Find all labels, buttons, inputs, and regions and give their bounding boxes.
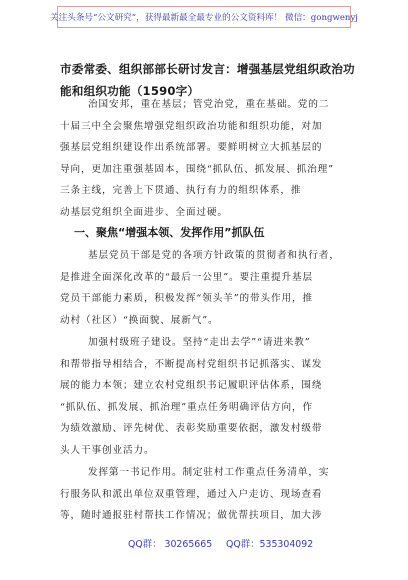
text-line: 等，随时通报驻村帮扶工作情况；做优帮扶项目，加大涉 [60,510,323,521]
text-line: 党员干部能力素质，积极发挥“领头羊”的带头作用，推 [60,293,313,304]
text-line: “抓队伍、抓发展、抓治理”重点任务明确评估方向，作 [60,401,313,413]
text-line: 三条主线，完善上下贯通、执行有力的组织体系，推 [60,185,302,196]
text-line: 强基层党组织建设作出系统部署。要鲜明树立大抓基层的 [60,142,323,153]
title-line-1: 市委常委、组织部部长研讨发言：增强基层党组织政治功 [60,62,355,76]
text-line: 基层党员干部是党的各项方针政策的贯彻者和执行者， [88,250,340,261]
qq-group-2: QQ群：535304092 [226,539,314,550]
paragraph-section1 [60,245,352,331]
title-line-2: 能和组织功能（1590字） [60,84,200,98]
text-line: 加强村级班子建设。坚持“走出去学”“请进来教” [88,337,311,348]
text-line: 十届三中全会聚焦增强党组织政治功能和组织功能，对加 [60,120,323,132]
text-line: 为绩效激励、评先树优、表彰奖励重要依据，激发村级带 [60,423,323,434]
paragraph-first-secretary [60,462,352,527]
text-line: 发挥第一书记作用。制定驻村工作重点任务清单，实 [88,467,330,478]
text-line: 导向，更加注重强基固本，围绕“抓队伍、抓发展、抓治理” [60,163,334,175]
paragraph-intro [60,94,352,223]
text-line: 动基层党组织全面进步、全面过硬。 [60,206,228,218]
text-line: 展的能力本领；建立农村党组织书记履职评估体系，围绕 [60,380,323,391]
qq-group-1: QQ群： 30265665 [128,539,213,550]
text-line: 和帮带指导相结合，不断提高村党组织书记抓落实、谋发 [60,358,323,370]
text-line: 头人干事创业活力。 [60,444,155,456]
text-line: 治国安邦，重在基层；管党治党，重在基础。党的二 [88,99,330,110]
section-heading: 一、聚焦“增强本领、发挥作用”抓队伍 [74,226,265,239]
text-line: 动村（社区）“换面貌、展新气”。 [60,314,219,326]
paragraph-village-team [60,332,352,461]
promo-banner [50,6,358,28]
text-line: 是推进全面深化改革的“最后一公里”。要注重提升基层 [60,271,313,283]
promo-banner-text: 关注头条号“公文研究”，获得最新最全最专业的公文资料库！ 微信：gongwenyj [50,13,358,23]
text-line: 行服务队和派出单位双重管理，通过入户走访、现场查看 [60,488,323,500]
